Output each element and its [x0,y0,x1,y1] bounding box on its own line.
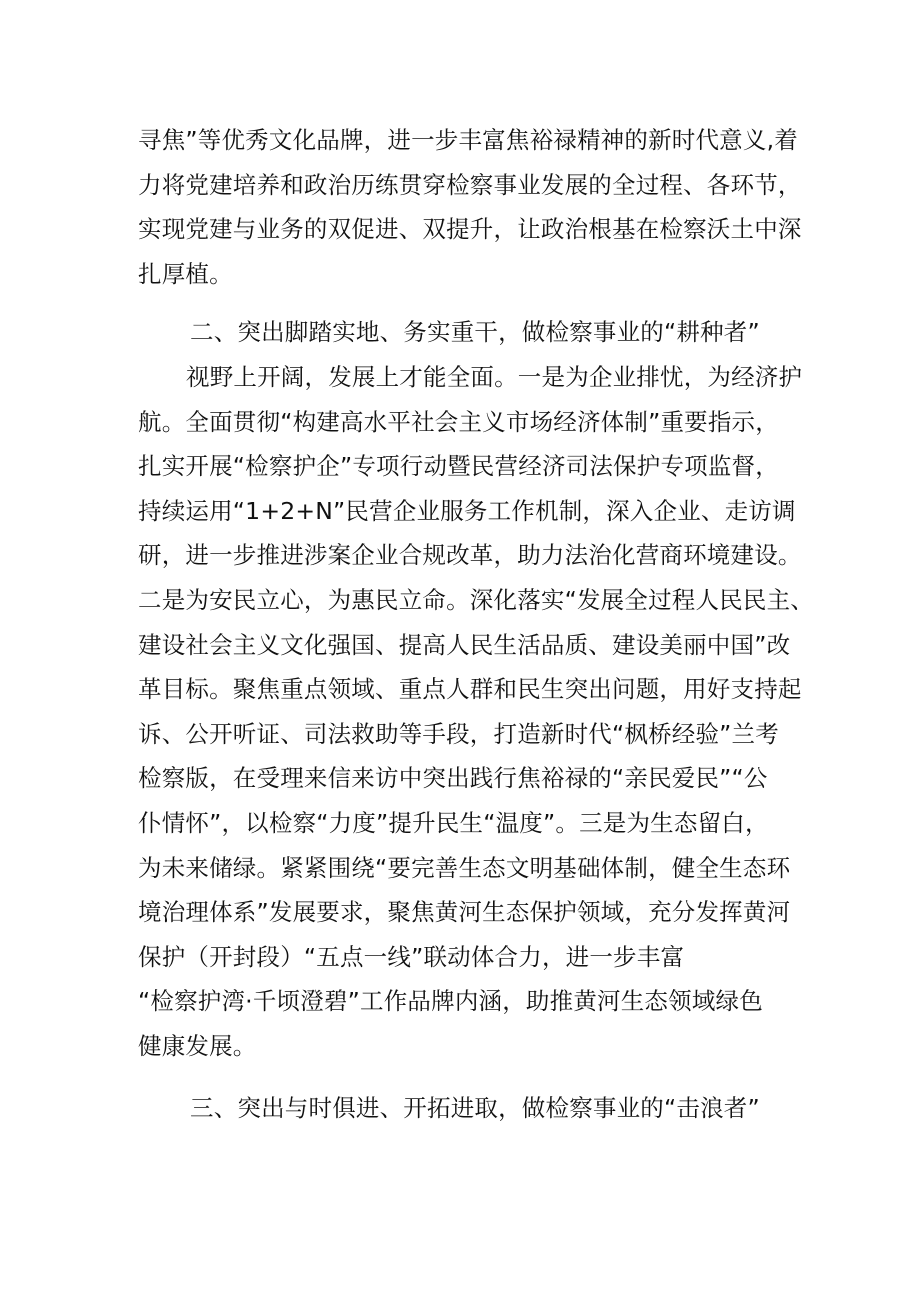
paragraph-line: 健康发展。 [138,1031,257,1060]
section-heading-3 [138,1086,788,1131]
paragraph-line: 扎实开展“检察护企”专项行动暨民营经济司法保护专项监督， [138,452,779,481]
paragraph-1 [138,118,802,296]
paragraph-line: 革目标。聚焦重点领域、重点人群和民生突出问题，用好支持起 [138,675,802,704]
paragraph-line: 航。全面贯彻“构建高水平社会主义市场经济体制”重要指示， [138,407,779,436]
paragraph-line: 实现党建与业务的双促进、双提升，让政治根基在检察沃土中深 [138,215,802,244]
paragraph-line: 保护（开封段）“五点一线”联动体合力，进一步丰富 [138,942,685,971]
paragraph-line: 研，进一步推进涉案企业合规改革，助力法治化营商环境建设。 [138,541,802,570]
section-heading-2 [138,310,788,355]
paragraph-line: 建设社会主义文化强国、提高人民生活品质、建设美丽中国”改 [138,630,791,659]
paragraph-2 [138,355,814,1069]
paragraph-line: 力将党建培养和政治历练贯穿检察事业发展的全过程、各环节， [138,170,802,199]
paragraph-line: 寻焦”等优秀文化品牌，进一步丰富焦裕禄精神的新时代意义,着 [138,126,798,154]
paragraph-line: 境治理体系”发展要求，聚焦黄河生态保护领域，充分发挥黄河 [138,898,791,927]
paragraph-line: 二是为安民立心，为惠民立命。深化落实“发展全过程人民民主、 [138,585,814,614]
heading-text: 二、突出脚踏实地、务实重干，做检察事业的“耕种者” [190,318,760,347]
paragraph-line: 检察版，在受理来信来访中突出践行焦裕禄的“亲民爱民”“公 [138,764,768,793]
paragraph-line: 仆情怀”，以检察“力度”提升民生“温度”。三是为生态留白， [138,808,769,837]
heading-text: 三、突出与时俱进、开拓进取，做检察事业的“击浪者” [190,1094,760,1123]
paragraph-line: “检察护湾·千顷澄碧”工作品牌内涵，助推黄河生态领域绿色 [138,987,763,1016]
paragraph-line: 扎厚植。 [138,259,233,288]
paragraph-line: 为未来储绿。紧紧围绕“要完善生态文明基础体制，健全生态环 [138,853,791,882]
paragraph-line: 诉、公开听证、司法救助等手段，打造新时代“枫桥经验”兰考 [138,719,779,748]
paragraph-line: 持续运用“1+2+N”民营企业服务工作机制，深入企业、走访调 [138,496,796,525]
paragraph-line: 视野上开阔，发展上才能全面。一是为企业排忧，为经济护 [186,362,803,391]
body-text [138,118,814,1131]
